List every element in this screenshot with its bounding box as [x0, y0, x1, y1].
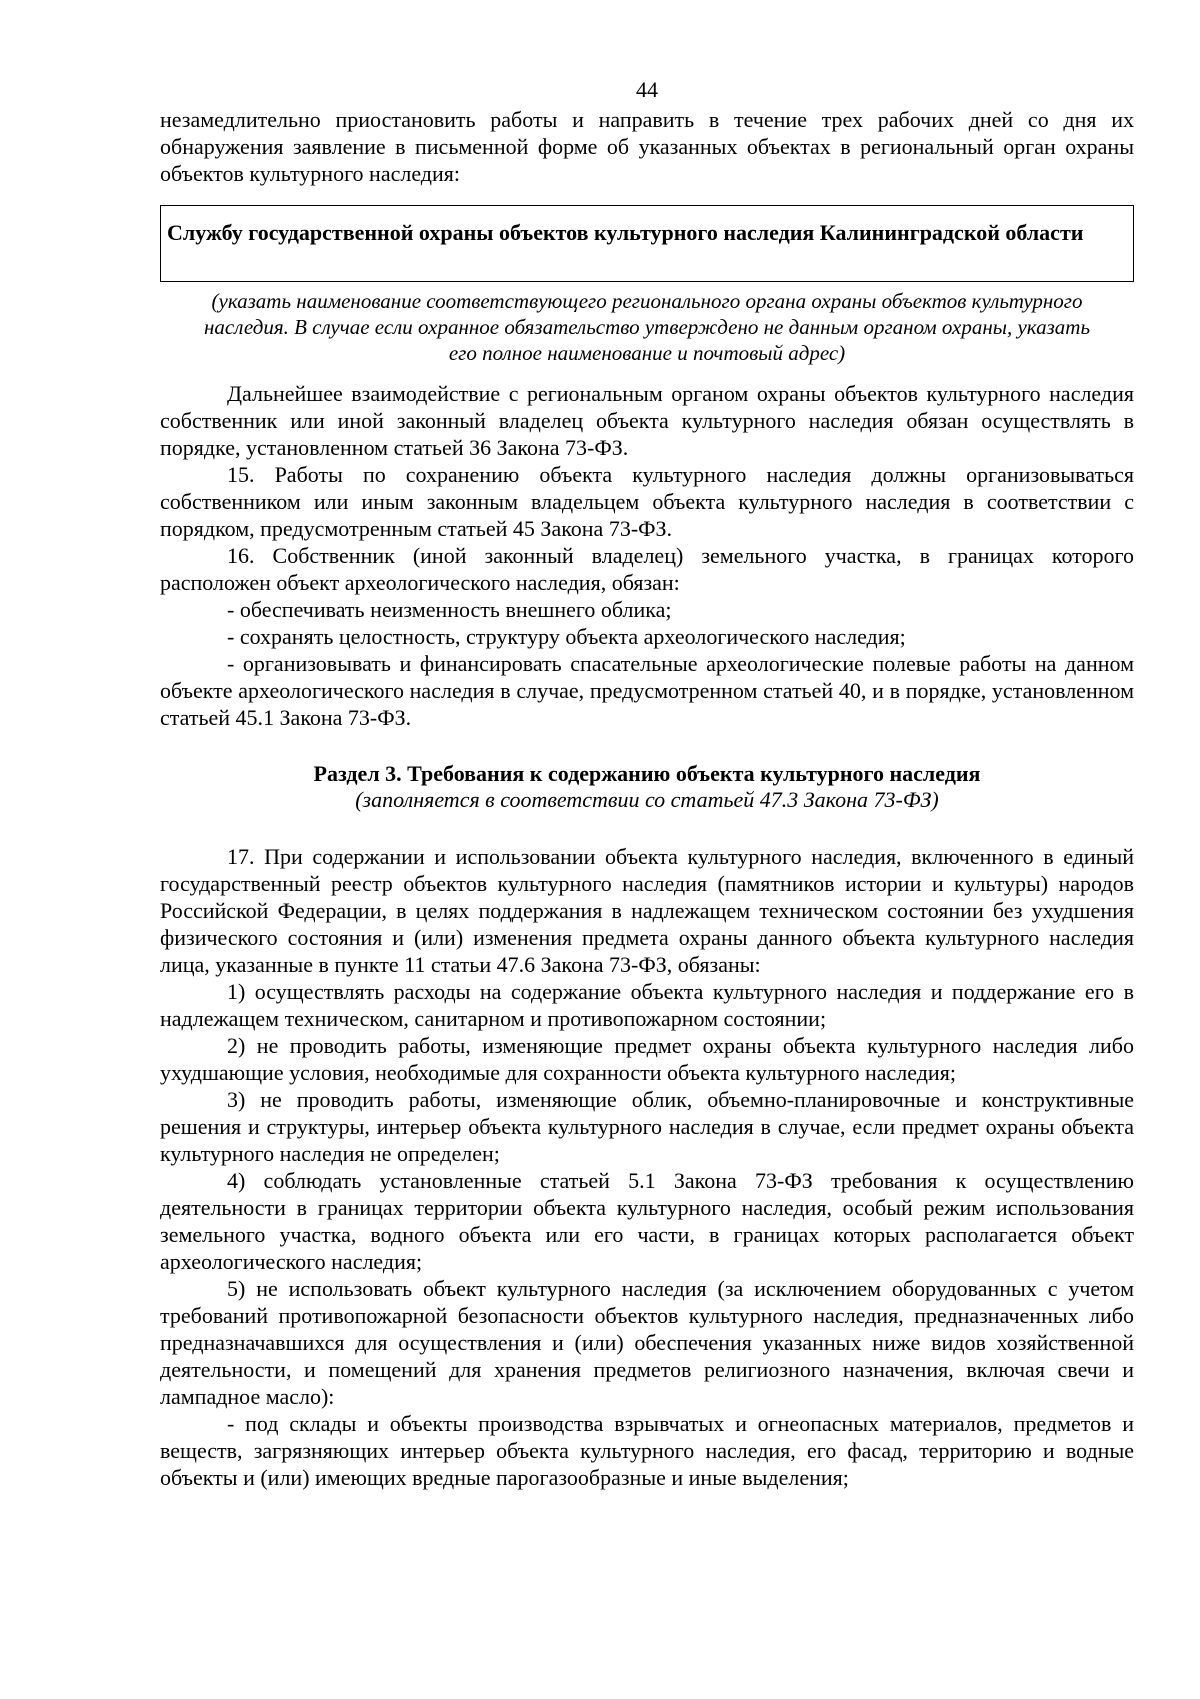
paragraph-16: 16. Собственник (иной законный владелец) земельного участка, в границах которого расположен объект археологического наследия, обязан: — [160, 543, 1134, 595]
paragraph-interaction: Дальнейшее взаимодействие с региональным органом охраны объектов культурного наследия собственник или иной законный владелец объекта культурного наследия обязан осуществлять в порядке, установленном статьей 36 Закона 73-ФЗ. — [160, 381, 1134, 460]
page-number: 44 — [636, 77, 658, 102]
list-item: - организовывать и финансировать спасательные археологические полевые работы на данном объекте археологического наследия в случае, предусмотренном статьей 40, и в порядке, установленном статьей 45.1 Закона 73-ФЗ. — [160, 651, 1134, 730]
section-title: Раздел 3. Требования к содержанию объекта культурного наследия — [313, 761, 981, 786]
paragraph-15: 15. Работы по сохранению объекта культурного наследия должны организовываться собственником или иным законным владельцем объекта культурного наследия в соответствии с порядком, предусмотренным статьей 45 Закона 73-ФЗ. — [160, 462, 1134, 541]
list-item: 1) осуществлять расходы на содержание объекта культурного наследия и поддержание его в надлежащем техническом, санитарном и противопожарном состоянии; — [160, 979, 1134, 1031]
list-item: 3) не проводить работы, изменяющие облик, объемно-планировочные и конструктивные решения и структуры, интерьер объекта культурного наследия в случае, если предмет охраны объекта культурного наследия не определен; — [160, 1087, 1134, 1166]
authority-note: (указать наименование соответствующего регионального органа охраны объектов культурного наследия. В случае если охранное обязательство утверждено не данным органом охраны, указать его полное наименование и почтовый адрес) — [204, 289, 1090, 365]
authority-box: Службу государственной охраны объектов культурного наследия Калининградской области — [160, 205, 1134, 281]
paragraph-17: 17. При содержании и использовании объекта культурного наследия, включенного в единый государственный реестр объектов культурного наследия (памятников истории и культуры) народов Российской Федерации, в целях поддержания в надлежащем техническом состоянии без ухудшения физического состояния и (или) изменения предмета охраны данного объекта культурного наследия лица, указанные в пункте 11 статьи 47.6 Закона 73-ФЗ, обязаны: — [160, 844, 1134, 977]
list-item: - обеспечивать неизменность внешнего облика; — [227, 597, 672, 622]
section-subtitle: (заполняется в соответствии со статьей 47.3 Закона 73-ФЗ) — [355, 787, 939, 812]
list-item: 2) не проводить работы, изменяющие предмет охраны объекта культурного наследия либо ухудшающие условия, необходимые для сохранности объекта культурного наследия; — [160, 1033, 1134, 1085]
list-item: 4) соблюдать установленные статьей 5.1 Закона 73-ФЗ требования к осуществлению деятельности в границах территории объекта культурного наследия, особый режим использования земельного участка, водного объекта или его части, в границах которых располагается объект археологического наследия; — [160, 1168, 1134, 1274]
list-item: - сохранять целостность, структуру объекта археологического наследия; — [227, 624, 906, 649]
list-item: 5) не использовать объект культурного наследия (за исключением оборудованных с учетом требований противопожарной безопасности объектов культурного наследия, предназначенных либо предназначавшихся для осуществления и (или) обеспечения указанных ниже видов хозяйственной деятельности, и помещений для хранения предметов религиозного назначения, включая свечи и лампадное масло): — [160, 1276, 1134, 1409]
authority-box-underline — [160, 281, 1134, 282]
list-item: - под склады и объекты производства взрывчатых и огнеопасных материалов, предметов и веществ, загрязняющих интерьер объекта культурного наследия, его фасад, территорию и водные объекты и (или) имеющих вредные парогазообразные и иные выделения; — [160, 1411, 1134, 1490]
intro-paragraph: незамедлительно приостановить работы и направить в течение трех рабочих дней со дня их обнаружения заявление в письменной форме об указанных объектах в региональный орган охраны объектов культурного наследия: — [160, 107, 1134, 186]
document-page — [160, 78, 1134, 1491]
